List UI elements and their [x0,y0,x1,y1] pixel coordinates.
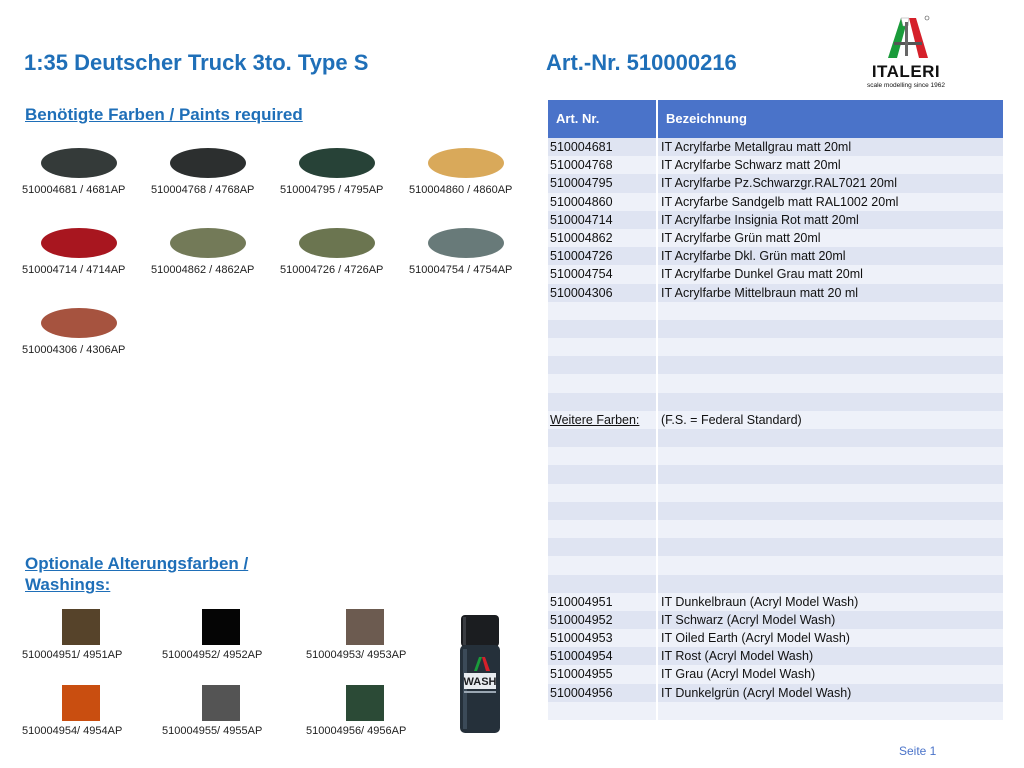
column-header-bezeichnung: Bezeichnung [658,100,1003,138]
cell-art-nr: 510004956 [548,684,658,702]
cell-bezeichnung [658,520,1003,538]
cell-bezeichnung [658,374,1003,392]
column-header-art-nr: Art. Nr. [548,100,658,138]
cell-bezeichnung: IT Acrylfarbe Dkl. Grün matt 20ml [658,247,1003,265]
table-row [548,356,1003,374]
table-row [548,411,1003,429]
wash-label: 510004952/ 4952AP [162,649,263,661]
cell-art-nr: 510004768 [548,156,658,174]
table-row [548,593,1003,611]
cell-art-nr [548,465,658,483]
cell-bezeichnung [658,320,1003,338]
cell-bezeichnung [658,338,1003,356]
paint-label: 510004768 / 4768AP [151,184,255,196]
table-row [548,247,1003,265]
paint-label: 510004795 / 4795AP [280,184,384,196]
wash-color-square [202,609,240,645]
wash-label: 510004956/ 4956AP [306,725,407,737]
washes-title-line1: Optionale Alterungsfarben / [25,554,249,573]
paint-swatch [151,228,281,288]
cell-art-nr: 510004754 [548,265,658,283]
cell-art-nr [548,338,658,356]
cell-bezeichnung [658,465,1003,483]
logo-tagline: scale modelling since 1962 [866,82,946,89]
cell-bezeichnung [658,429,1003,447]
cell-bezeichnung [658,356,1003,374]
paint-color-ellipse [41,308,117,338]
paint-color-ellipse [41,148,117,178]
logo-brand: ITALERI [871,62,941,81]
paint-color-ellipse [299,228,375,258]
wash-label: 510004955/ 4955AP [162,725,263,737]
paints-section-title: Benötigte Farben / Paints required [25,105,303,124]
page-number: Seite 1 [899,744,937,758]
cell-bezeichnung: IT Acrylfarbe Grün matt 20ml [658,229,1003,247]
wash-swatch [306,609,446,669]
paint-table [548,100,1003,720]
cell-bezeichnung [658,556,1003,574]
cell-art-nr [548,393,658,411]
cell-art-nr [548,356,658,374]
table-row [548,156,1003,174]
cell-art-nr [548,702,658,720]
cell-art-nr [548,320,658,338]
paint-swatch [280,148,410,208]
cell-bezeichnung [658,393,1003,411]
paint-label: 510004714 / 4714AP [22,264,126,276]
cell-bezeichnung [658,538,1003,556]
paint-label: 510004860 / 4860AP [409,184,513,196]
cell-art-nr: 510004726 [548,247,658,265]
paint-color-ellipse [299,148,375,178]
cell-bezeichnung: IT Acrylfarbe Mittelbraun matt 20 ml [658,284,1003,302]
cell-bezeichnung: IT Acryfarbe Sandgelb matt RAL1002 20ml [658,193,1003,211]
wash-swatch [22,609,162,669]
table-row [548,702,1003,720]
cell-bezeichnung: IT Acrylfarbe Pz.Schwarzgr.RAL7021 20ml [658,174,1003,192]
table-row [548,447,1003,465]
cell-bezeichnung: IT Dunkelbraun (Acryl Model Wash) [658,593,1003,611]
cell-art-nr [548,538,658,556]
cell-bezeichnung [658,502,1003,520]
cell-art-nr [548,520,658,538]
paint-swatch [22,148,152,208]
paint-label: 510004862 / 4862AP [151,264,255,276]
cell-bezeichnung: IT Rost (Acryl Model Wash) [658,647,1003,665]
paint-swatch [22,228,152,288]
cell-art-nr: 510004795 [548,174,658,192]
paint-swatch [409,228,539,288]
cell-art-nr: 510004306 [548,284,658,302]
table-row [548,374,1003,392]
article-number: Art.-Nr. 510000216 [546,50,737,75]
cell-art-nr: 510004862 [548,229,658,247]
paint-label: 510004681 / 4681AP [22,184,126,196]
table-row [548,193,1003,211]
cell-art-nr: 510004953 [548,629,658,647]
cell-bezeichnung [658,484,1003,502]
table-row [548,502,1003,520]
table-header-row [548,100,1003,138]
wash-color-square [62,609,100,645]
table-row [548,520,1003,538]
cell-bezeichnung [658,575,1003,593]
cell-bezeichnung: IT Oiled Earth (Acryl Model Wash) [658,629,1003,647]
italeri-logo [858,14,954,94]
table-row [548,647,1003,665]
paint-color-ellipse [170,148,246,178]
wash-swatch [162,685,302,745]
paint-swatch [280,228,410,288]
table-row [548,302,1003,320]
cell-art-nr: 510004955 [548,665,658,683]
wash-color-square [62,685,100,721]
paint-color-ellipse [428,228,504,258]
paint-color-ellipse [428,148,504,178]
cell-bezeichnung: IT Acrylfarbe Insignia Rot matt 20ml [658,211,1003,229]
wash-label: 510004953/ 4953AP [306,649,407,661]
cell-art-nr: 510004714 [548,211,658,229]
paint-color-ellipse [41,228,117,258]
cell-art-nr: 510004860 [548,193,658,211]
cell-art-nr: 510004951 [548,593,658,611]
cell-bezeichnung [658,447,1003,465]
table-row [548,174,1003,192]
cell-bezeichnung: IT Acrylfarbe Dunkel Grau matt 20ml [658,265,1003,283]
table-row [548,284,1003,302]
table-row [548,465,1003,483]
cell-art-nr [548,429,658,447]
cell-bezeichnung [658,702,1003,720]
wash-color-square [346,685,384,721]
table-row [548,538,1003,556]
italeri-logo-mark-icon [858,14,954,64]
paint-swatch [409,148,539,208]
washes-section-title [25,553,248,595]
cell-bezeichnung: IT Acrylfarbe Metallgrau matt 20ml [658,138,1003,156]
paint-swatch [151,148,281,208]
cell-art-nr [548,374,658,392]
cell-art-nr [548,447,658,465]
wash-bottle-image [458,615,502,735]
paint-swatch [22,308,152,368]
wash-color-square [346,609,384,645]
table-row [548,665,1003,683]
table-row [548,575,1003,593]
cell-art-nr: 510004954 [548,647,658,665]
table-row [548,229,1003,247]
table-row [548,320,1003,338]
cell-bezeichnung: IT Schwarz (Acryl Model Wash) [658,611,1003,629]
table-row [548,138,1003,156]
cell-art-nr [548,502,658,520]
table-row [548,211,1003,229]
cell-art-nr: 510004681 [548,138,658,156]
cell-bezeichnung: (F.S. = Federal Standard) [658,411,1003,429]
table-body [548,138,1003,720]
cell-art-nr [548,302,658,320]
wash-label: 510004954/ 4954AP [22,725,123,737]
cell-art-nr [548,484,658,502]
table-row [548,684,1003,702]
table-row [548,484,1003,502]
paint-label: 510004306 / 4306AP [22,344,126,356]
table-row [548,556,1003,574]
cell-bezeichnung [658,302,1003,320]
table-row [548,338,1003,356]
table-row [548,265,1003,283]
paint-color-ellipse [170,228,246,258]
page-title: 1:35 Deutscher Truck 3to. Type S [24,50,369,75]
table-row [548,393,1003,411]
wash-swatch [162,609,302,669]
cell-art-nr [548,556,658,574]
paint-label: 510004726 / 4726AP [280,264,384,276]
table-row [548,629,1003,647]
cell-art-nr [548,575,658,593]
washes-title-line2: Washings: [25,575,111,594]
wash-swatch [306,685,446,745]
wash-swatch [22,685,162,745]
cell-bezeichnung: IT Dunkelgrün (Acryl Model Wash) [658,684,1003,702]
cell-bezeichnung: IT Acrylfarbe Schwarz matt 20ml [658,156,1003,174]
table-row [548,611,1003,629]
cell-art-nr: Weitere Farben: [548,411,658,429]
wash-label: 510004951/ 4951AP [22,649,123,661]
table-row [548,429,1003,447]
wash-color-square [202,685,240,721]
cell-art-nr: 510004952 [548,611,658,629]
bottle-label: WASH [463,676,497,688]
paint-label: 510004754 / 4754AP [409,264,513,276]
cell-bezeichnung: IT Grau (Acryl Model Wash) [658,665,1003,683]
